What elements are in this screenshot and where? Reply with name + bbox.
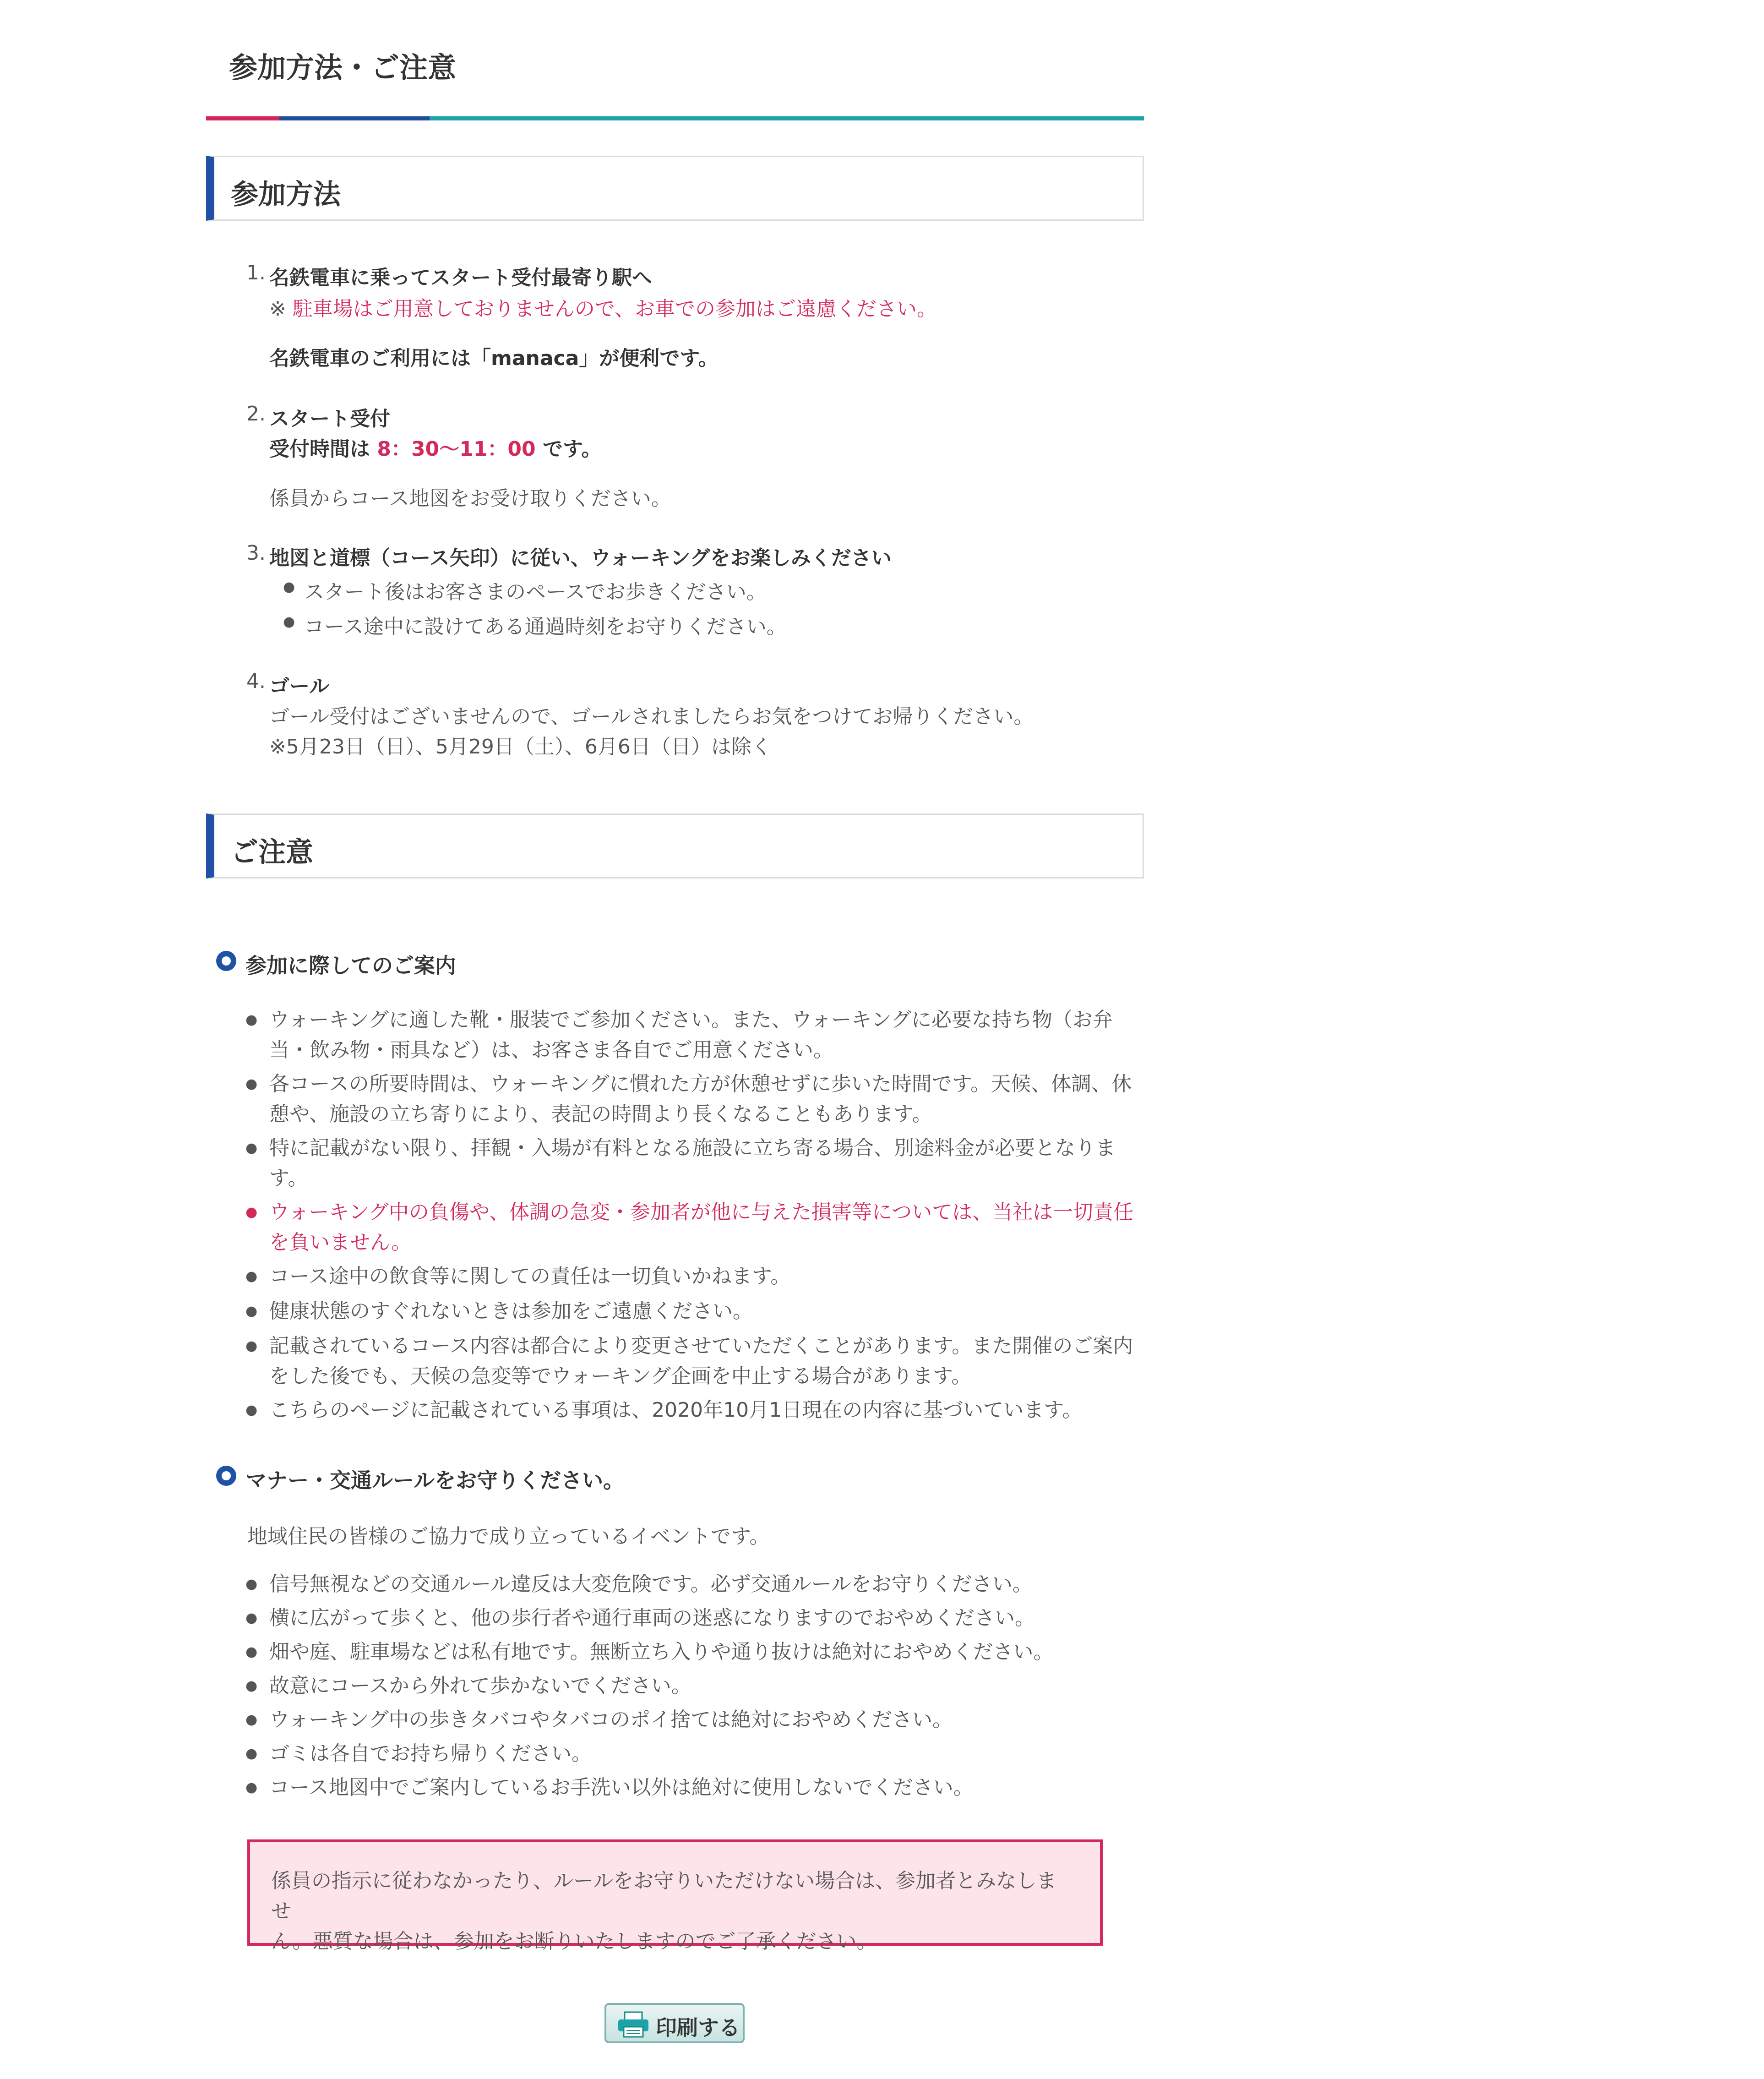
reception-time: 受付時間は 8：30～11：00 です。 — [269, 437, 602, 461]
manaca-note: 名鉄電車のご利用には「manaca」が便利です。 — [269, 347, 719, 370]
step-title: 名鉄電車に乗ってスタート受付最寄り駅へ — [269, 266, 652, 289]
section-heading-caution — [206, 813, 1144, 879]
page-title: 参加方法・ご注意 — [229, 51, 457, 84]
warning-text: 係員の指示に従わなかったり、ルールをお守りいただけない場合は、参加者とみなしませ ん。悪質な場合は、参加をお断りいたしますのでご了承ください。 — [271, 1869, 1057, 1953]
section-heading-how — [206, 156, 1144, 221]
step-number: 2. — [246, 402, 266, 426]
print-button-label: 印刷する — [656, 2015, 740, 2040]
goal-note: ゴール受付はございませんので、ゴールされましたらお気をつけてお帰りください。 — [269, 705, 1034, 728]
map-note: 係員からコース地図をお受け取りください。 — [269, 487, 671, 510]
sub-heading: マナー・交通ルールをお守りください。 — [245, 1468, 625, 1493]
step-number: 3. — [246, 541, 266, 565]
content-area: 参加方法・ご注意 参加方法 1. 名鉄電車に乗ってスタート受付最寄り駅へ ※ 駐車場はご用意しておりませんので、お車での参加はご遠慮ください。 名鉄電車のご利用には「manaca」が便利です。 2. スタート受付 受付時間は 8：30～11：00 です。 係員からコース地図をお受け取りください。 3. 地図と道標（コース矢印）に従い、ウォーキングをお楽しみください ● スタート後はお客さまのペースでお歩きください。 ● コース途中に設けてある通過時刻をお守りください。 4. ゴール ゴール受付はございませんので、ゴールされましたらお気をつけてお帰りください。 ※5月23日（日）、5月29日（土）、6月6日（日）は除く ご注意 参加に際してのご案内 ● ウォーキングに適した靴・服装でご参加ください。また、ウォーキングに必要な持ち物（お弁 当・飲み物・雨具など）は、お客さま各自でご用意ください。 ● 各コースの所要時間は、ウォーキングに慣れた方が休憩せずに歩いた時間です。天候、体調、休 憩や、施設の立ち寄りにより、表記の時間より長くなることもあります。 ● 特に記載がない限り、拝観・入場が有料となる施設に立ち寄る場合、別途料金が必要となりま す。 ● ウォーキング中の負傷や、体調の急変・参加者が他に与えた損害等については、当社は一切責任 を負いません。 ● コース途中の飲食等に関しての責任は一切負いかねます。 ● 健康状態のすぐれないときは参加をご遠慮ください。 ● 記載されているコース内容は都合により変更させていただくことがあります。また開催のご案内 をした後でも、天候の急変等でウォーキング企画を中止する場合があります。 ● こちらのページに記載されている事項は、2020年10月1日現在の内容に基づいています。 マナー・交通ルールをお守りください。 地域住民の皆様のご協力で成り立っているイベントです。 ● 信号無視などの交通ルール違反は大変危険です。必ず交通ルールをお守りください。 ● 横に広がって歩くと、他の歩行者や通行車両の迷惑になりますのでおやめください。 ● 畑や庭、駐車場などは私有地です。無断立ち入りや通り抜けは絶対におやめください。 ● 故意にコースから外れて歩かないでください。 ● ウォーキング中の歩きタバコやタバコのポイ捨ては絶対におやめください。 ● ゴミは各自でお持ち帰りください。 ● コース地図中でご案内しているお手洗い以外は絶対に使用しないでください。 係員の指示に従わなかったり、ルールをお守りいただけない場合は、参加者とみなしませ ん。悪質な場合は、参加をお断りいたしますのでご了承ください。 印刷する — [206, 0, 1144, 2079]
section-heading-label: 参加方法 — [231, 179, 341, 211]
printer-icon — [616, 2011, 650, 2038]
circle-bullet-icon — [216, 951, 236, 971]
sub-heading: 参加に際してのご案内 — [245, 953, 456, 978]
manner-intro: 地域住民の皆様のご協力で成り立っているイベントです。 — [247, 1525, 770, 1548]
parking-note: ※ 駐車場はご用意しておりませんので、お車での参加はご遠慮ください。 — [269, 297, 937, 321]
goal-exception: ※5月23日（日）、5月29日（土）、6月6日（日）は除く — [269, 735, 772, 758]
step-title: スタート受付 — [269, 407, 390, 431]
step-title: 地図と道標（コース矢印）に従い、ウォーキングをお楽しみください — [269, 546, 892, 570]
title-underline — [206, 116, 1144, 120]
step-number: 1. — [246, 261, 266, 284]
circle-bullet-icon — [216, 1466, 236, 1486]
print-button[interactable] — [604, 2003, 745, 2043]
section-heading-label: ご注意 — [231, 836, 313, 868]
step-number: 4. — [246, 670, 266, 693]
warning-box — [247, 1839, 1103, 1953]
step-title: ゴール — [269, 675, 330, 698]
